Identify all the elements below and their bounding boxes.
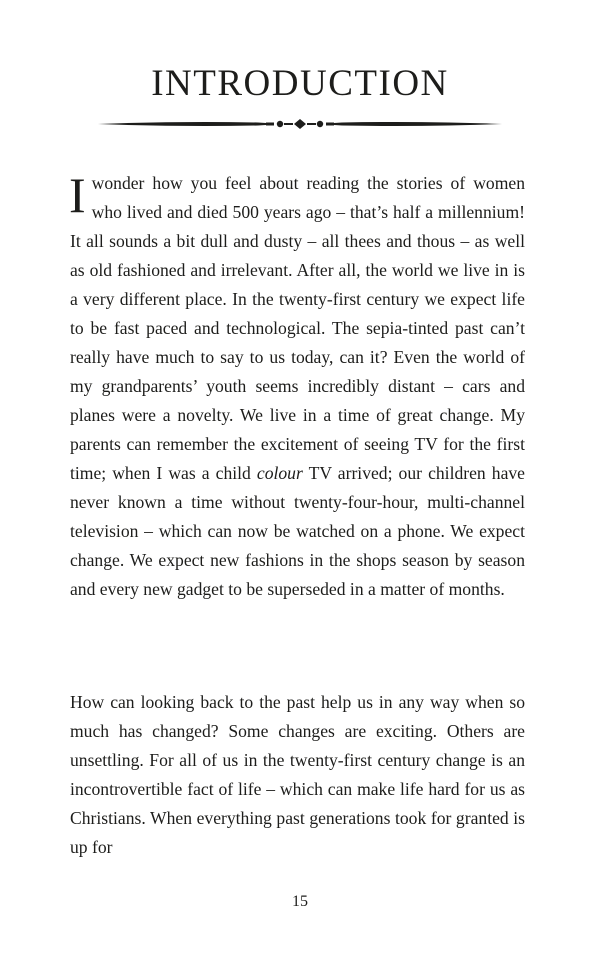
drop-cap: I [69, 167, 86, 223]
paragraph-1-emphasis: colour [256, 463, 303, 483]
ornament-right-swash [334, 122, 502, 126]
ornament-bar-left [266, 123, 274, 126]
ornament-link-left [284, 123, 293, 125]
paragraph-1-tail: TV arrived; our children have never known a time without twenty-four-hour, multi-channel television – which can now be watched on a phone. We expect change. We expect new fashions in the shops season by season and every new gadget to be superseded in a matter of months. [70, 463, 525, 599]
ornament-link-right [307, 123, 316, 125]
paragraph-2: How can looking back to the past help us in any way when so much has changed? Some changes are exciting. Others are unsettling. For all of us in the twenty-first century change is an incontrovertible fact of life – which can make life hard for us as Christians. When everything past generations took for granted is up for [70, 692, 525, 857]
ornament-center-diamond [294, 119, 306, 129]
chapter-title: INTRODUCTION [151, 63, 449, 104]
ornament-bar-right [326, 123, 334, 126]
ornament-left-swash [98, 122, 266, 126]
ornament-dot-right [317, 121, 323, 127]
ornament-dot-left [277, 121, 283, 127]
title-ornament-divider [98, 112, 502, 136]
paragraph-1 [70, 169, 525, 604]
page-number: 15 [292, 893, 308, 910]
paragraph-1-lead: wonder how you feel about reading the stories of women who lived and died 500 years ago – that’s half a millennium! It all sounds a bit dull and dusty – all thees and thous – as well as old fashioned and irrelevant. After all, the world we live in is a very different place. In the twenty-first century we expect life to be fast paced and technological. The sepia-tinted past can’t really have much to say to us today, can it? Even the world of my grandparents’ youth seems incredibly distant – cars and planes were a novelty. We live in a time of great change. My parents can remember the excitement of seeing TV for the first time; when I was a child [70, 173, 525, 483]
